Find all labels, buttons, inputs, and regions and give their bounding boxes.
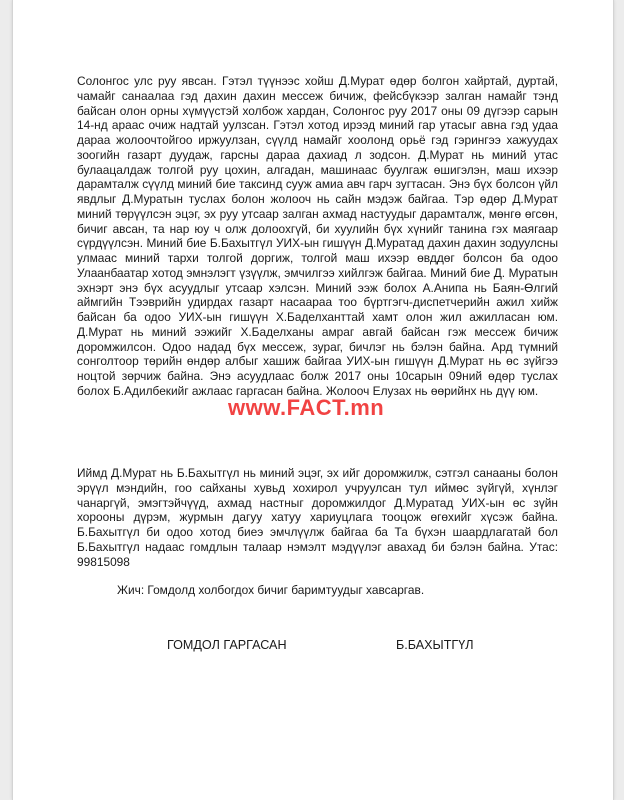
signature-name: Б.БАХЫТГҮЛ (396, 638, 474, 652)
complaint-paragraph-2: Иймд Д.Мурат нь Б.Бахытгүл нь миний эцэг, эх ийг доромжилж, сэтгэл санааны болон эрүүл мэндийн, гоо сайханы хувьд хохирол учруулсан тул иймөс зүйгүй, хүнлэг чанаргүй, эмэгтэйчүүд, ахмад настныг доромжилдог Д.Муратад УИХ-ын өс зүйн хорооны дүрэм, журмын дагуу хатуу хариуцлага тооцож өгөхийг хүсэж байна. Б.Бахытгүл би одоо хотод биеэ эмчлүүлж байгаа ба Та бүхэн шаардлагатай бол Б.Бахытгүл надаас гомдлын талаар нэмэлт мэдүүлэг авахад би бэлэн байна. Утас: 99815098 (77, 466, 558, 569)
signature-label: ГОМДОЛ ГАРГАСАН (167, 638, 287, 652)
document-page (12, 0, 614, 800)
site-watermark: www.FACT.mn (228, 395, 385, 420)
enclosure-note: Жич: Гомдолд холбогдох бичиг баримтуудыг хавсаргав. (117, 583, 425, 597)
complaint-paragraph-1: Солонгос улс руу явсан. Гэтэл түүнээс хойш Д.Мурат өдөр болгон хайртай, дуртай, чамайг санаалаа гэд дахин дахин мессеж бичиж, фейсбүкээр залган намайг тэнд байсан олон орны хүмүүстэй холбож хардан, Солонгос руу 2017 оны 09 дүгээр сарын 14-нд араас очиж надтай уулзсан. Гэтэл хотод ирээд миний гар утасыг авна гэд удаа дараа жолоочтойгоо иржуулзан, сүүлд намайг хоолонд орьё гэд гэрингээ хажуудах зоогийн газарт дуудаж, гарсны дараа дахиад л зодсон. Д.Мурат нь миний утас булаацалдаж толгой руу цохин, алгадан, машинаас буулгаж өшигэлэн, маш ихээр дарамталж сүүлд миний бие таксинд сууж амиа авч гарч зугтасан. Энэ бүх болсон үйл явдлыг Д.Муратын туслах болон жолооч нь сайн мэдэж байгаа. Тэр өдөр Д.Мурат миний төрүүлсэн эцэг, эх руу утсаар залган ахмад настуудыг дарамталж, мөнгө өгсөн, бичиг авсан, та нар юу ч олж долоохгүй, би хуулийн бүх хүнийг танина гэх маягаар сүрдүүлсэн. Миний бие Б.Бахытгүл УИХ-ын гишүүн Д.Муратад дахин дахин зодуулсны улмаас миний тархи толгой доргиж, толгой маш ихээр өвддөг болсон ба одоо Улаанбаатар хотод эмнэлэгт үзүүлж, эмчилгээ хийлгэж байгаа. Миний бие Д. Муратын эхнэрт энэ бүх асуудлыг утсаар хэлсэн. Миний ээж болох А.Анипа нь Баян-Өлгий аймгийн Тээврийн удирдах газарт насаараа тоо бүртгэгч-диспетчерийн ажил хийж байсан ба одоо УИХ-ын гишүүн Х.Баделханттай хамт олон жил ажилласан юм. Д.Мурат нь миний ээжийг Х.Баделханы амраг авгай байсан гэж мессеж бичиж доромжилсон. Одоо надад бүх мессеж, зураг, бичлэг нь бэлэн байна. Ард түмний сонголтоор төрийн өндөр албыг хашиж байгаа УИХ-ын гишүүн Д.Мурат нь өс зүйгээ ноцтой зөрчиж байна. Энэ асуудлаас болж 2017 оны 10сарын 09ний өдөр туслах болох Б.Адилбекийг ажлаас гаргасан байна. Жолооч Елузах нь өөрийнх нь дүү юм. (77, 74, 558, 398)
